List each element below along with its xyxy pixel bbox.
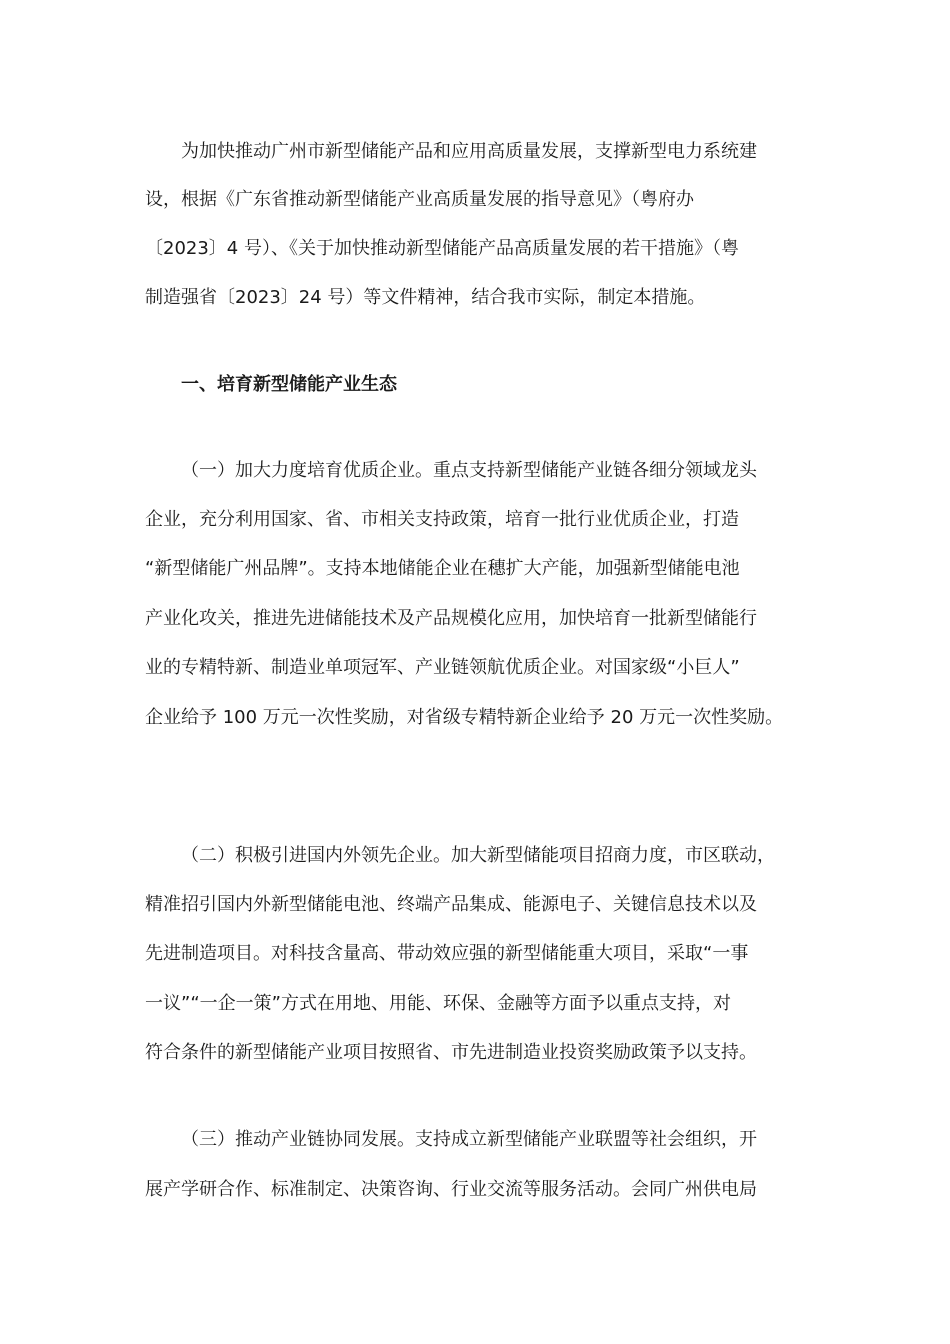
item2-line: 符合条件的新型储能产业项目按照省、市先进制造业投资奖励政策予以支持。 [145, 1042, 757, 1063]
item1-line: 业的专精特新、制造业单项冠军、产业链领航优质企业。对国家级“小巨人” [145, 657, 740, 678]
item2-line: 一议”“一企一策”方式在用地、用能、环保、金融等方面予以重点支持，对 [145, 993, 731, 1014]
item3-line: （三）推动产业链协同发展。支持成立新型储能产业联盟等社会组织，开 [181, 1129, 757, 1150]
intro-line: 制造强省〔2023〕24 号）等文件精神，结合我市实际，制定本措施。 [145, 287, 706, 308]
item1-line: （一）加大力度培育优质企业。重点支持新型储能产业链各细分领域龙头 [181, 460, 757, 481]
intro-line: 〔2023〕4 号）、《关于加快推动新型储能产品高质量发展的若干措施》（粤 [145, 238, 739, 259]
intro-line: 设，根据《广东省推动新型储能产业高质量发展的指导意见》（粤府办 [145, 189, 694, 210]
intro-line: 为加快推动广州市新型储能产品和应用高质量发展，支撑新型电力系统建 [181, 141, 757, 162]
item1-line: 企业，充分利用国家、省、市相关支持政策，培育一批行业优质企业，打造 [145, 509, 739, 530]
item2-line: 精准招引国内外新型储能电池、终端产品集成、能源电子、关键信息技术以及 [145, 894, 757, 915]
item1-line: “新型储能广州品牌”。支持本地储能企业在穗扩大产能，加强新型储能电池 [145, 558, 740, 579]
item3-line: 展产学研合作、标准制定、决策咨询、行业交流等服务活动。会同广州供电局 [145, 1179, 757, 1200]
item2-line: （二）积极引进国内外领先企业。加大新型储能项目招商力度，市区联动， [181, 845, 775, 866]
item1-line: 产业化攻关，推进先进储能技术及产品规模化应用，加快培育一批新型储能行 [145, 608, 757, 629]
item1-line: 企业给予 100 万元一次性奖励，对省级专精特新企业给予 20 万元一次性奖励。 [145, 707, 784, 728]
item2-line: 先进制造项目。对科技含量高、带动效应强的新型储能重大项目，采取“一事 [145, 943, 749, 964]
section-heading: 一、培育新型储能产业生态 [181, 374, 397, 395]
